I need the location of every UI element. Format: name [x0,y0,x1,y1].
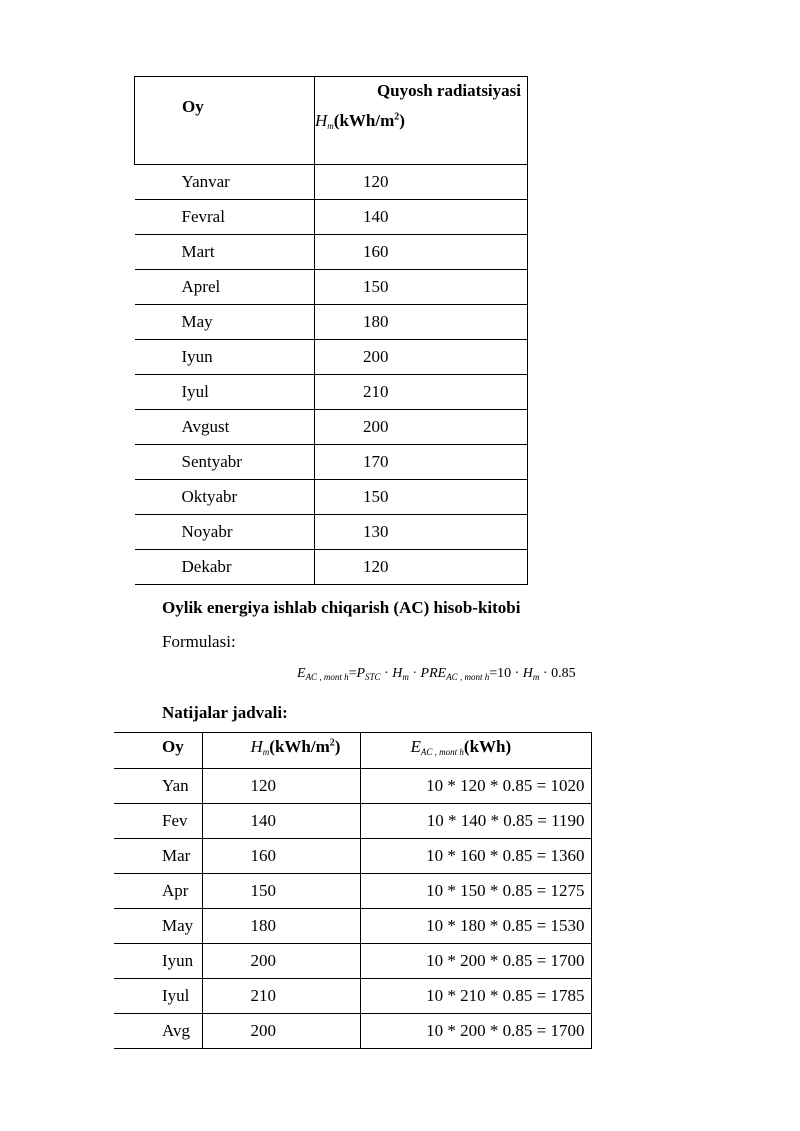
result-calc-cell: 10 * 160 * 0.85 = 1360 [360,839,591,874]
table-header-row [135,77,528,165]
results-symbol-e-sub: AC , mont h [420,747,464,757]
formula-pre: PRE [420,666,447,681]
results-header-month-label: Oy [162,737,184,756]
header-radiation [315,77,528,165]
result-calc-cell: 10 * 200 * 0.85 = 1700 [360,944,591,979]
results-header-month [114,733,202,769]
result-month-cell: Avg [114,1014,202,1049]
result-month-cell: Yan [114,769,202,804]
result-month-cell: Fev [114,804,202,839]
formula-k: 0.85 [551,666,576,681]
radiation-value-cell: 210 [315,375,528,410]
radiation-value-cell: 120 [315,165,528,200]
header-month [135,77,315,165]
unit-sup: 2 [394,111,400,123]
radiation-value-cell: 200 [315,410,528,445]
radiation-value-cell: 120 [315,550,528,585]
result-h-cell: 160 [202,839,360,874]
month-cell: Dekabr [135,550,315,585]
table-row [114,769,591,804]
results-header-row [114,733,591,769]
results-h-unit-open: (kWh/m [269,737,330,756]
month-cell: May [135,305,315,340]
table-row [135,410,528,445]
result-month-cell: May [114,909,202,944]
result-month-cell: Iyul [114,979,202,1014]
radiation-value-cell: 140 [315,200,528,235]
result-h-cell: 120 [202,769,360,804]
month-cell: Avgust [135,410,315,445]
table-row [135,445,528,480]
results-symbol-e: E [410,737,421,756]
formula-p: P [356,666,366,681]
table-row [135,340,528,375]
unit-close: ) [399,111,405,130]
header-month-label: Oy [182,97,204,116]
month-cell: Oktyabr [135,480,315,515]
results-h-unit-close: ) [334,737,341,756]
table-row [135,235,528,270]
result-month-cell: Mar [114,839,202,874]
table-row [135,270,528,305]
symbol-h: H [315,111,328,130]
result-month-cell: Iyun [114,944,202,979]
table-row [114,839,591,874]
result-calc-cell: 10 * 140 * 0.85 = 1190 [360,804,591,839]
results-symbol-h: H [250,737,263,756]
header-radiation-label: Quyosh radiatsiyasi [376,81,521,100]
radiation-value-cell: 130 [315,515,528,550]
results-header-e [360,733,591,769]
result-h-cell: 210 [202,979,360,1014]
results-h-unit-sup: 2 [329,737,335,749]
formula-e: E [297,666,306,681]
month-cell: Iyun [135,340,315,375]
month-cell: Mart [135,235,315,270]
radiation-value-cell: 200 [315,340,528,375]
formula-ten: 10 [497,666,512,681]
table-row [135,480,528,515]
result-h-cell: 200 [202,944,360,979]
radiation-value-cell: 180 [315,305,528,340]
month-cell: Aprel [135,270,315,305]
month-cell: Sentyabr [135,445,315,480]
table-row [135,165,528,200]
table-row [135,305,528,340]
results-symbol-h-sub: m [262,747,270,757]
result-h-cell: 200 [202,1014,360,1049]
result-calc-cell: 10 * 120 * 0.85 = 1020 [360,769,591,804]
table-row [114,909,591,944]
formula-dot1: · [380,666,393,681]
formula-dot4: · [539,666,552,681]
formula-h: H [392,666,403,681]
result-calc-cell: 10 * 150 * 0.85 = 1275 [360,874,591,909]
month-cell: Noyabr [135,515,315,550]
formula-h2: H [522,666,533,681]
radiation-value-cell: 150 [315,270,528,305]
radiation-value-cell: 170 [315,445,528,480]
table-row [135,375,528,410]
results-e-unit: (kWh) [463,737,512,756]
result-month-cell: Apr [114,874,202,909]
unit-open: (kWh/m [333,111,395,130]
header-radiation-unit [315,111,527,131]
formula-h2-sub: m [532,672,540,682]
table-row [135,550,528,585]
result-calc-cell: 10 * 200 * 0.85 = 1700 [360,1014,591,1049]
formula-pre-sub: AC , mont h [446,672,490,682]
result-h-cell: 180 [202,909,360,944]
radiation-value-cell: 160 [315,235,528,270]
section-heading: Oylik energiya ishlab chiqarish (AC) hisob-kitobi [162,598,521,617]
month-cell: Yanvar [135,165,315,200]
result-calc-cell: 10 * 180 * 0.85 = 1530 [360,909,591,944]
formula-eq2: = [489,666,498,681]
formula-eq1: = [348,666,357,681]
formula-p-sub: STC [365,672,381,682]
formula-e-sub: AC , mont h [305,672,349,682]
formula-dot3: · [511,666,523,681]
table-row [114,979,591,1014]
table-row [114,804,591,839]
results-header-h [202,733,360,769]
table-row [135,515,528,550]
table-row [135,200,528,235]
month-cell: Iyul [135,375,315,410]
formula-label: Formulasi: [162,632,236,651]
month-cell: Fevral [135,200,315,235]
radiation-value-cell: 150 [315,480,528,515]
formula-dot2: · [408,666,421,681]
table-row [114,1014,591,1049]
solar-radiation-table [134,76,528,585]
result-h-cell: 140 [202,804,360,839]
formula [297,666,576,682]
results-table [114,732,592,1049]
result-calc-cell: 10 * 210 * 0.85 = 1785 [360,979,591,1014]
results-label: Natijalar jadvali: [162,703,288,722]
formula-h-sub: m [402,672,409,682]
result-h-cell: 150 [202,874,360,909]
table-row [114,944,591,979]
table-row [114,874,591,909]
symbol-h-sub: m [327,121,334,131]
